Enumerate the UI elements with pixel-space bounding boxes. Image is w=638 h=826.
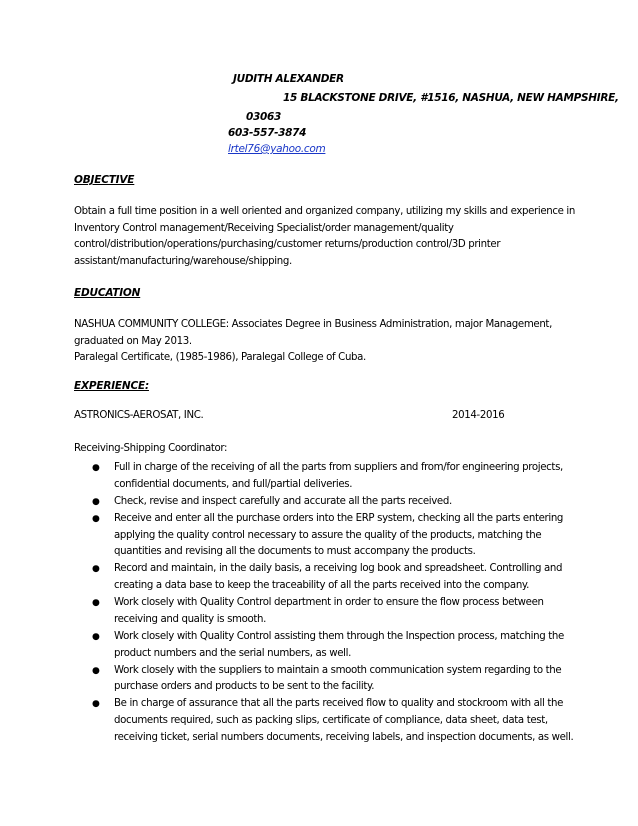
bullet-icon: ● (92, 513, 100, 524)
experience-heading: EXPERIENCE: (74, 380, 149, 392)
duties-list (92, 460, 572, 747)
education-heading: EDUCATION (74, 287, 141, 299)
duty-line: product numbers and the serial numbers, as well. (114, 647, 352, 659)
duty-line: receiving ticket, serial numbers documents, receiving labels, and inspection documents, as well. (114, 731, 574, 743)
bullet-icon: ● (92, 463, 100, 473)
duty-line: applying the quality control necessary to assure the quality of the products, matching the (114, 529, 542, 541)
duty-line: documents required, such as packing slips, certificate of compliance, data sheet, data test, (114, 715, 548, 727)
duty-line: quantities and revising all the documents to must accompany the products. (114, 546, 476, 558)
phone-number: 603-557-3874 (228, 127, 307, 139)
objective-line: control/distribution/operations/purchasing/customer returns/production control/3D printer (74, 239, 501, 251)
duty-line: Work closely with the suppliers to maintain a smooth communication system regarding to the (114, 664, 562, 676)
bullet-icon: ● (92, 699, 100, 710)
duty-line: Receive and enter all the purchase orders into the ERP system, checking all the parts entering (114, 512, 564, 524)
duty-line: creating a data base to keep the traceability of all the parts received into the company. (114, 579, 530, 591)
job-title: Receiving-Shipping Coordinator: (74, 443, 228, 454)
bullet-icon: ● (92, 598, 100, 609)
bullet-icon: ● (92, 564, 100, 575)
objective-heading: OBJECTIVE (74, 174, 135, 186)
duty-bullet (92, 460, 572, 493)
education-line: NASHUA COMMUNITY COLLEGE: Associates Degree in Business Administration, major Management, (74, 319, 552, 330)
objective-line: assistant/manufacturing/warehouse/shipping. (74, 255, 292, 267)
address-line-1: 15 BLACKSTONE DRIVE, #1516, NASHUA, NEW HAMPSHIRE, (283, 92, 619, 104)
duty-line: purchase orders and products to be sent to the facility. (114, 681, 375, 693)
email-link[interactable]: lrtel76@yahoo.com (228, 143, 326, 155)
objective-line: Obtain a full time position in a well oriented and organized company, utilizing my skills and experience in (74, 206, 576, 217)
duty-line: Work closely with Quality Control assisting them through the Inspection process, matching the (114, 630, 564, 642)
bullet-icon: ● (92, 631, 100, 642)
education-line: Paralegal Certificate, (1985-1986), Paralegal College of Cuba. (74, 352, 366, 364)
duty-line: Be in charge of assurance that all the parts received flow to quality and stockroom with all the (114, 698, 563, 710)
objective-text (74, 204, 574, 270)
duty-bullet (92, 595, 572, 628)
duty-bullet (92, 561, 572, 594)
address-line-2: 03063 (246, 111, 282, 123)
applicant-name: JUDITH ALEXANDER (233, 73, 344, 85)
employment-dates: 2014-2016 (452, 410, 505, 421)
duty-bullet (92, 494, 572, 511)
duty-line: Record and maintain, in the daily basis, a receiving log book and spreadsheet. Controlling and (114, 563, 563, 575)
duty-line: Check, revise and inspect carefully and accurate all the parts received. (114, 495, 452, 507)
duty-line: confidential documents, and full/partial deliveries. (114, 478, 353, 490)
duty-line: receiving and quality is smooth. (114, 613, 267, 625)
education-text (74, 317, 574, 367)
duty-line: Full in charge of the receiving of all the parts from suppliers and from/for engineering projects, (114, 462, 563, 473)
duty-bullet (92, 696, 572, 746)
company-name: ASTRONICS-AEROSAT, INC. (74, 410, 204, 421)
bullet-icon: ● (92, 665, 100, 676)
duty-bullet (92, 511, 572, 561)
duty-line: Work closely with Quality Control department in order to ensure the flow process between (114, 597, 544, 609)
education-line: graduated on May 2013. (74, 335, 192, 347)
duty-bullet (92, 629, 572, 662)
duty-bullet (92, 663, 572, 696)
objective-line: Inventory Control management/Receiving Specialist/order management/quality (74, 222, 454, 234)
bullet-icon: ● (92, 496, 100, 507)
